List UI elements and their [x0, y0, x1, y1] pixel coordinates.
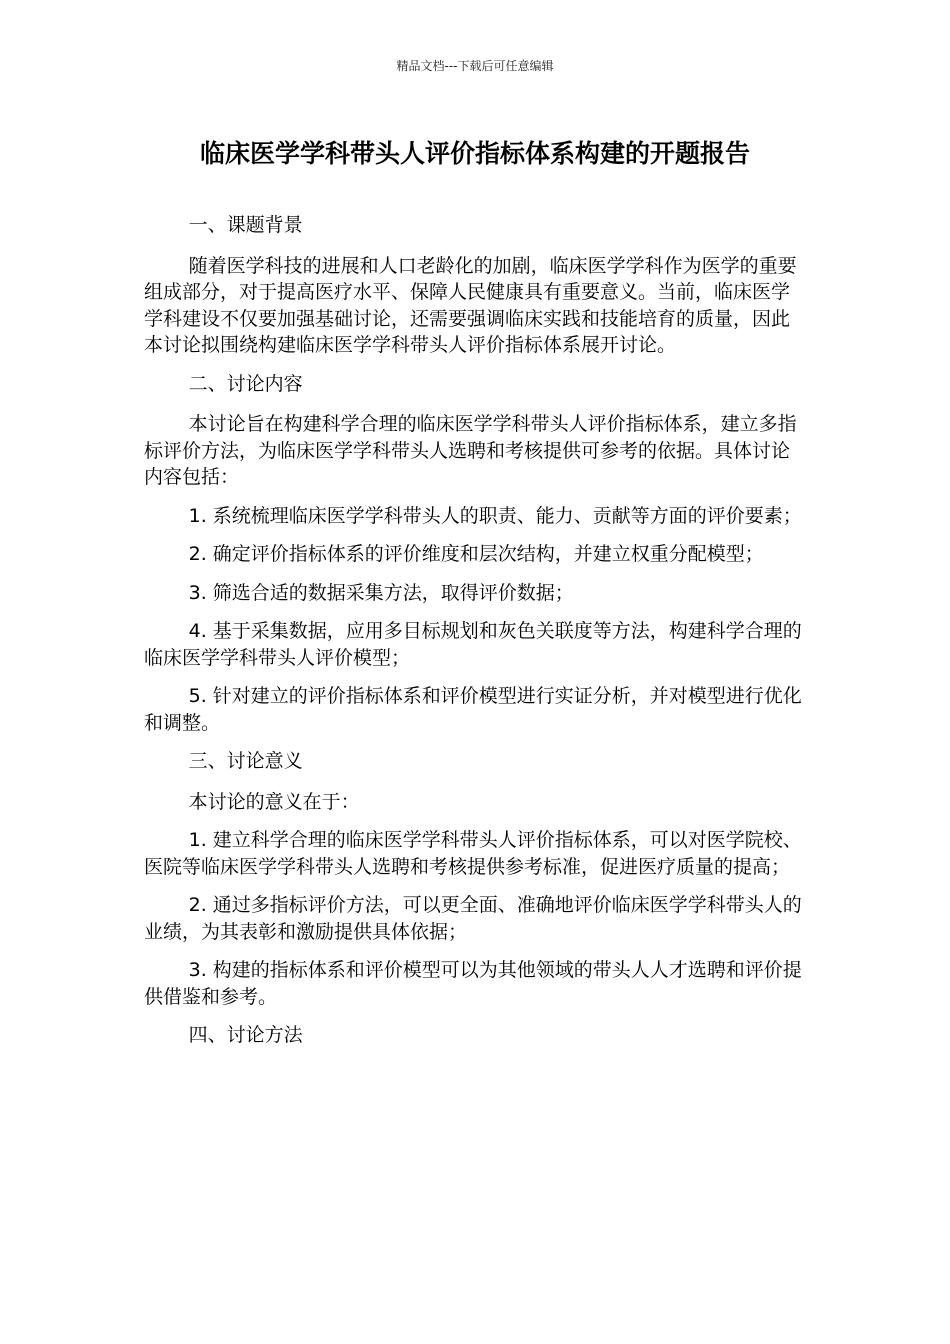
section-heading-method: 四、讨论方法	[188, 1024, 303, 1046]
significance-intro-paragraph: 本讨论的意义在于：	[188, 790, 360, 813]
document-title: 临床医学学科带头人评价指标体系构建的开题报告	[199, 139, 750, 168]
content-list-item: 3. 筛选合适的数据采集方法，取得评价数据；	[188, 581, 574, 604]
significance-list-item: 1. 建立科学合理的临床医学学科带头人评价指标体系，可以对医学院校、医院等临床医学学科带头人选聘和考核提供参考标准，促进医疗质量的提高；	[144, 829, 802, 878]
content-intro-paragraph: 本讨论旨在构建科学合理的临床医学学科带头人评价指标体系，建立多指标评价方法，为临床医学学科带头人选聘和考核提供可参考的依据。具体讨论内容包括：	[144, 413, 797, 488]
section-heading-content: 二、讨论内容	[188, 372, 303, 395]
content-list-item: 1. 系统梳理临床医学学科带头人的职责、能力、贡献等方面的评价要素；	[188, 504, 802, 527]
section-heading-significance: 三、讨论意义	[188, 750, 303, 772]
section-heading-background: 一、课题背景	[188, 214, 303, 236]
content-list-item: 4. 基于采集数据，应用多目标规划和灰色关联度等方法，构建科学合理的临床医学学科带头人评价模型；	[144, 620, 802, 669]
significance-list-item: 2. 通过多指标评价方法，可以更全面、准确地评价临床医学学科带头人的业绩，为其表彰和激励提供具体依据；	[144, 894, 802, 943]
document-body	[144, 212, 806, 1063]
content-list-item: 5. 针对建立的评价指标体系和评价模型进行实证分析，并对模型进行优化和调整。	[144, 685, 802, 734]
significance-list-item: 3. 构建的指标体系和评价模型可以为其他领域的带头人人才选聘和评价提供借鉴和参考。	[144, 959, 802, 1008]
content-list-item: 2. 确定评价指标体系的评价维度和层次结构，并建立权重分配模型；	[188, 543, 764, 565]
background-paragraph: 随着医学科技的进展和人口老龄化的加剧，临床医学学科作为医学的重要组成部分，对于提高医疗水平、保障人民健康具有重要意义。当前，临床医学学科建设不仅要加强基础讨论，还需要强调临床实践和技能培育的质量，因此本讨论拟围绕构建临床医学学科带头人评价指标体系展开讨论。	[144, 254, 797, 356]
page-header-note: 精品文档---下载后可任意编辑	[396, 59, 554, 73]
